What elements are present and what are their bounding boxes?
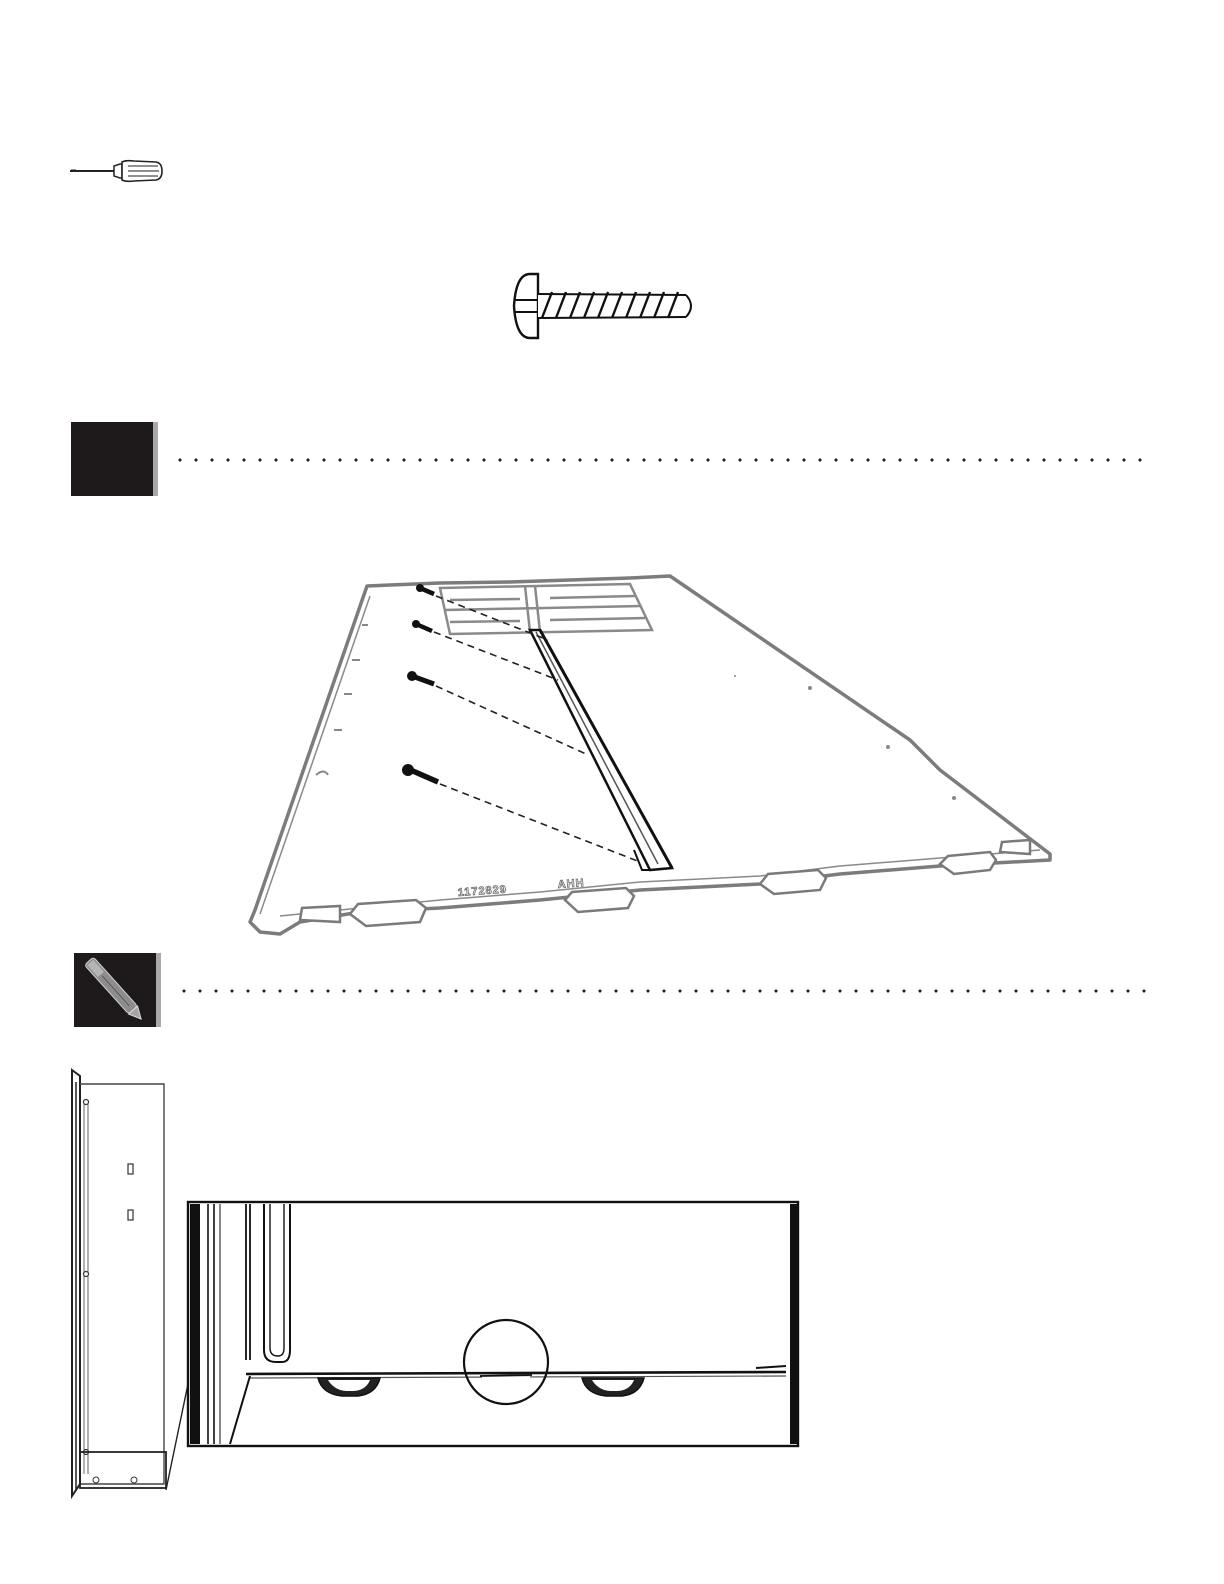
panel-part-number: 1172829 [457, 883, 508, 899]
panel-marking-code: AHH [557, 877, 585, 891]
step-divider [172, 458, 1146, 462]
step-divider [176, 989, 1146, 993]
screwdriver-icon [68, 158, 166, 184]
detail-view-diagram [186, 1200, 802, 1450]
step-marker-icon [71, 422, 153, 496]
pan-head-screw-icon [500, 268, 700, 344]
floor-panel-diagram [240, 570, 1060, 945]
pencil-icon [74, 953, 156, 1027]
